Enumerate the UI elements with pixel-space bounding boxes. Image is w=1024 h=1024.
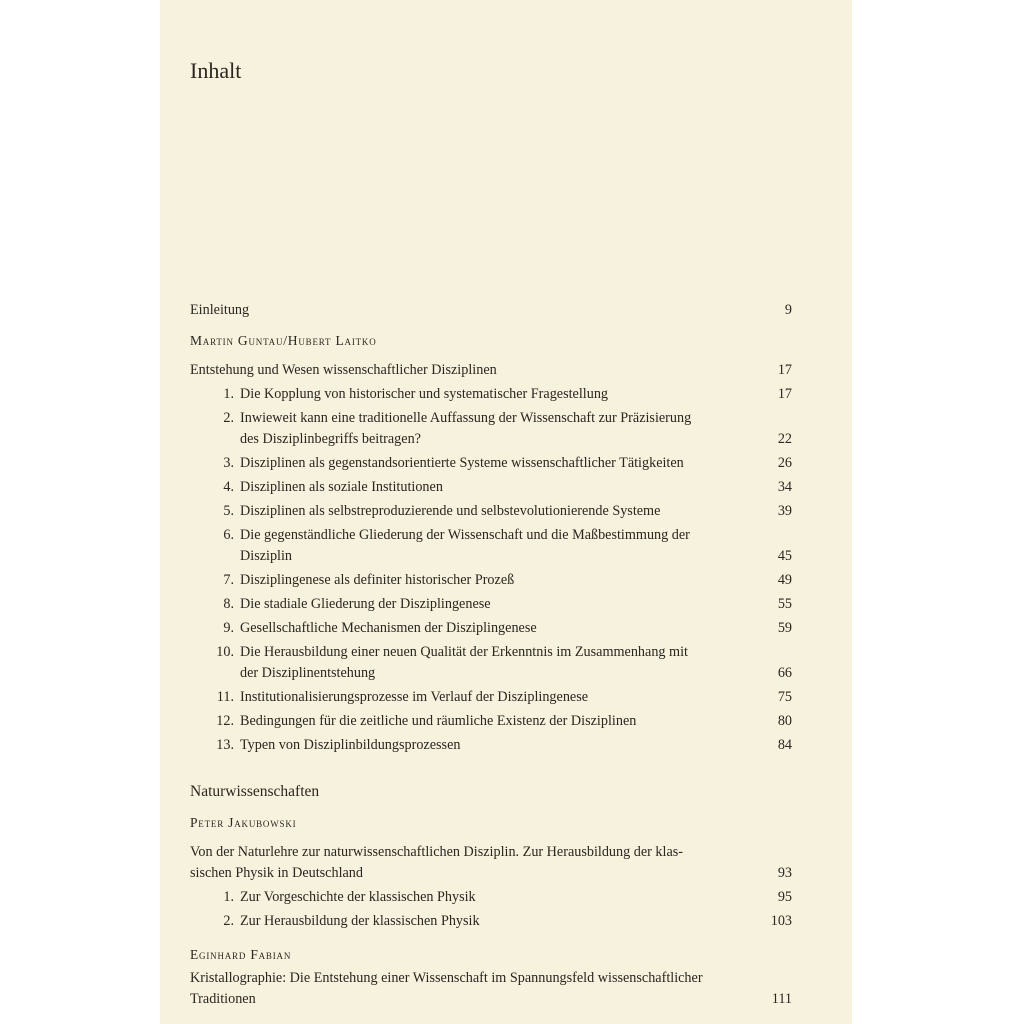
item-page: 75 bbox=[777, 689, 792, 705]
item-number: 5. bbox=[223, 503, 234, 519]
chapter-entry bbox=[190, 842, 792, 884]
author-line: Martin Guntau/Hubert Laitko bbox=[190, 333, 377, 348]
chapter-page: 17 bbox=[777, 362, 792, 378]
item-title: des Disziplinbegriffs beitragen? bbox=[240, 431, 421, 447]
chapter-item-list bbox=[190, 887, 792, 935]
item-page: 34 bbox=[777, 479, 792, 495]
toc-entry-intro bbox=[190, 300, 792, 321]
item-number: 12. bbox=[216, 713, 234, 729]
item-page: 80 bbox=[777, 713, 792, 729]
item-title: Die Kopplung von historischer und systematischer Fragestellung bbox=[240, 386, 609, 402]
section-heading: Naturwissenschaften bbox=[190, 783, 320, 800]
item-text bbox=[212, 594, 752, 615]
toc-item-line bbox=[190, 570, 792, 591]
chapter-title: sischen Physik in Deutschland bbox=[190, 865, 363, 881]
item-title: Zur Herausbildung der klassischen Physik bbox=[240, 913, 480, 929]
item-page: 22 bbox=[777, 431, 792, 447]
chapter-title: Entstehung und Wesen wissenschaftlicher Disziplinen bbox=[190, 362, 497, 378]
author-line: Peter Jakubowski bbox=[190, 815, 297, 830]
item-text bbox=[212, 911, 752, 932]
toc-item-line bbox=[190, 525, 792, 546]
item-number: 2. bbox=[223, 410, 234, 426]
toc-item-line bbox=[190, 501, 792, 522]
item-title: Disziplingenese als definiter historischer Prozeß bbox=[240, 572, 515, 588]
toc-item-line bbox=[190, 477, 792, 498]
item-page: 84 bbox=[777, 737, 792, 753]
toc-item-line bbox=[190, 384, 792, 405]
item-number: 2. bbox=[223, 913, 234, 929]
item-number: 3. bbox=[223, 455, 234, 471]
item-text bbox=[212, 663, 752, 684]
toc-item-line bbox=[190, 618, 792, 639]
chapter-item-list bbox=[190, 384, 792, 759]
item-text bbox=[212, 477, 752, 498]
item-page: 49 bbox=[777, 572, 792, 588]
item-text bbox=[212, 735, 752, 756]
item-number: 4. bbox=[223, 479, 234, 495]
author-line: Eginhard Fabian bbox=[190, 947, 292, 962]
toc-item-line bbox=[190, 735, 792, 756]
chapter-title: Kristallographie: Die Entstehung einer Wissenschaft im Spannungsfeld wissenschaftlicher bbox=[190, 970, 703, 986]
item-title: Zur Vorgeschichte der klassischen Physik bbox=[240, 889, 476, 905]
toc-item-line bbox=[190, 887, 792, 908]
entry-page: 9 bbox=[784, 302, 792, 318]
item-text bbox=[212, 687, 752, 708]
toc-item-line bbox=[190, 546, 792, 567]
chapter-line bbox=[190, 842, 792, 863]
item-title: Disziplinen als soziale Institutionen bbox=[240, 479, 443, 495]
toc-item-line bbox=[190, 453, 792, 474]
chapter-title: Traditionen bbox=[190, 991, 256, 1007]
item-text bbox=[212, 429, 752, 450]
chapter-page: 93 bbox=[777, 865, 792, 881]
item-number: 1. bbox=[223, 889, 234, 905]
toc-item-line bbox=[190, 911, 792, 932]
toc-item-line bbox=[190, 642, 792, 663]
toc-item-line bbox=[190, 594, 792, 615]
entry-title: Einleitung bbox=[190, 302, 250, 318]
item-title: Die Herausbildung einer neuen Qualität der Erkenntnis im Zusammenhang mit bbox=[240, 644, 688, 660]
item-title: Disziplinen als selbstreproduzierende und selbstevolutionierende Systeme bbox=[240, 503, 661, 519]
item-title: Disziplinen als gegenstandsorientierte Systeme wissenschaftlicher Tätigkeiten bbox=[240, 455, 684, 471]
chapter-entry bbox=[190, 968, 792, 1010]
chapter-line bbox=[190, 968, 792, 989]
item-text bbox=[212, 618, 752, 639]
item-title: Die gegenständliche Gliederung der Wissenschaft und die Maßbestimmung der bbox=[240, 527, 690, 543]
item-text bbox=[212, 408, 752, 429]
toc-item-line bbox=[190, 429, 792, 450]
toc-item-line bbox=[190, 687, 792, 708]
item-title: der Disziplinentstehung bbox=[240, 665, 376, 681]
chapter-page: 111 bbox=[771, 991, 792, 1007]
page-title: Inhalt bbox=[190, 58, 242, 83]
item-number: 9. bbox=[223, 620, 234, 636]
item-text bbox=[212, 711, 752, 732]
item-number: 11. bbox=[216, 689, 234, 705]
item-title: Typen von Disziplinbildungsprozessen bbox=[240, 737, 461, 753]
item-number: 6. bbox=[223, 527, 234, 543]
toc-item-line bbox=[190, 408, 792, 429]
item-page: 17 bbox=[777, 386, 792, 402]
item-text bbox=[212, 642, 752, 663]
item-page: 26 bbox=[777, 455, 792, 471]
item-number: 10. bbox=[216, 644, 234, 660]
item-page: 103 bbox=[770, 913, 792, 929]
item-page: 39 bbox=[777, 503, 792, 519]
chapter-title: Von der Naturlehre zur naturwissenschaftlichen Disziplin. Zur Herausbildung der klas- bbox=[190, 844, 684, 860]
chapter-line bbox=[190, 989, 792, 1010]
item-text bbox=[212, 546, 752, 567]
item-number: 13. bbox=[216, 737, 234, 753]
item-text bbox=[212, 453, 752, 474]
item-title: Inwieweit kann eine traditionelle Auffassung der Wissenschaft zur Präzisierung bbox=[240, 410, 692, 426]
item-text bbox=[212, 501, 752, 522]
item-text bbox=[212, 384, 752, 405]
item-title: Institutionalisierungsprozesse im Verlauf der Disziplingenese bbox=[240, 689, 589, 705]
toc-item-line bbox=[190, 711, 792, 732]
item-number: 1. bbox=[223, 386, 234, 402]
item-title: Disziplin bbox=[240, 548, 293, 564]
item-title: Die stadiale Gliederung der Disziplingenese bbox=[240, 596, 491, 612]
item-number: 7. bbox=[223, 572, 234, 588]
table-of-contents bbox=[190, 300, 792, 1010]
item-text bbox=[212, 525, 752, 546]
item-page: 45 bbox=[777, 548, 792, 564]
item-text bbox=[212, 570, 752, 591]
item-page: 55 bbox=[777, 596, 792, 612]
item-title: Gesellschaftliche Mechanismen der Disziplingenese bbox=[240, 620, 537, 636]
toc-item-line bbox=[190, 663, 792, 684]
book-page bbox=[160, 0, 852, 1024]
item-title: Bedingungen für die zeitliche und räumliche Existenz der Disziplinen bbox=[240, 713, 637, 729]
item-text bbox=[212, 887, 752, 908]
item-page: 66 bbox=[777, 665, 792, 681]
chapter-entry bbox=[190, 360, 792, 381]
chapter-line bbox=[190, 863, 792, 884]
item-page: 95 bbox=[777, 889, 792, 905]
item-number: 8. bbox=[223, 596, 234, 612]
item-page: 59 bbox=[777, 620, 792, 636]
